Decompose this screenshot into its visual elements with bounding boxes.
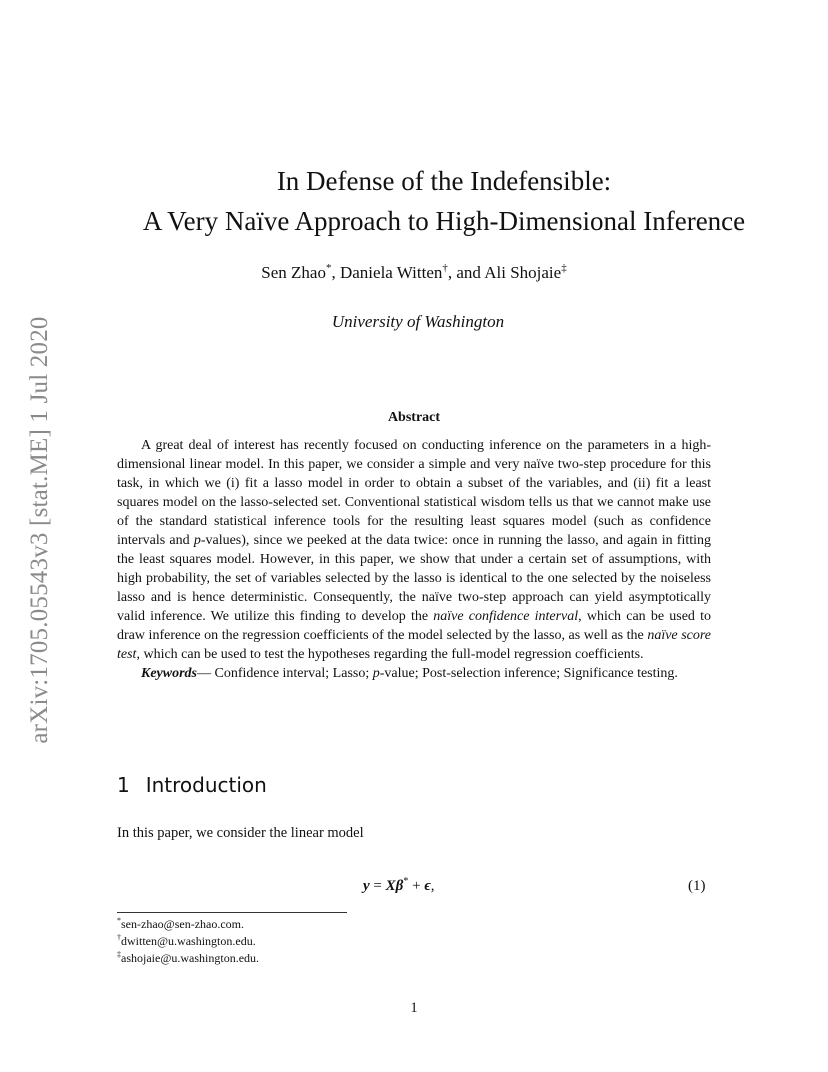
intro-paragraph: In this paper, we consider the linear model — [117, 825, 364, 841]
abstract-heading: Abstract — [387, 410, 441, 425]
footnote-marker: ‡ — [561, 262, 567, 274]
abstract-body — [117, 436, 711, 683]
page-number: 1 — [410, 1000, 418, 1016]
footnote-text: dwitten@u.washington.edu. — [121, 934, 256, 948]
abstract-emphasis: naïve confidence interval — [433, 609, 579, 624]
abstract-paragraph — [117, 436, 711, 664]
author-separator: , and — [447, 263, 485, 282]
equation-linear-model — [363, 878, 435, 895]
equation-operator: = — [369, 878, 386, 894]
author-name: Ali Shojaie — [484, 263, 562, 282]
author-name: Sen Zhao — [261, 263, 326, 282]
equation-superscript: * — [403, 876, 409, 887]
keywords-line — [117, 664, 711, 683]
abstract-emphasis: p — [193, 533, 201, 548]
equation-symbol: ϵ — [424, 878, 431, 894]
equation-symbol: β — [395, 878, 404, 894]
footnote — [117, 950, 259, 967]
abstract-emphasis: naïve score test — [117, 628, 711, 662]
section-heading-introduction — [117, 773, 267, 797]
equation-symbol: y — [363, 878, 370, 894]
footnote-text: ashojaie@u.washington.edu. — [121, 951, 260, 965]
section-title: Introduction — [145, 773, 267, 797]
arxiv-margin-identifier: arXiv:1705.05543v3 [stat.ME] 1 Jul 2020 — [26, 316, 53, 744]
affiliation: University of Washington — [331, 312, 505, 331]
footnote — [117, 916, 259, 933]
footnotes — [117, 916, 259, 967]
keywords-text: -value; Post-selection inference; Significance testing. — [379, 666, 678, 681]
equation-number: (1) — [688, 878, 706, 894]
keywords-emphasis: p — [372, 666, 380, 681]
footnote-marker: † — [117, 933, 121, 942]
author-list — [0, 263, 828, 283]
abstract-text: -values), since we peeked at the data twice: once in running the lasso, and again in fitting the least squares model. However, in this paper, we show that under a certain set of assumptions, with high probability, the set of variables selected by the lasso is identical to the one selected by the noiseless lasso and is hence deterministic. Consequently, the naïve two-step approach can yield asymptotically valid inference. We utilize this finding to develop the — [117, 533, 712, 624]
footnote-divider — [117, 912, 347, 913]
author-separator: , — [331, 263, 340, 282]
equation-operator: + — [408, 878, 425, 894]
footnote-marker: * — [117, 916, 121, 925]
footnote-marker: † — [442, 262, 448, 274]
equation-punctuation: , — [430, 878, 435, 894]
equation-symbol: X — [385, 878, 396, 894]
keywords-label: Keywords — [141, 666, 197, 681]
abstract-text: , which can be used to draw inference on the regression coefficients of the model selected by the lasso, as well as the — [117, 609, 711, 643]
footnote-marker: * — [325, 262, 332, 274]
footnote-marker: ‡ — [117, 950, 121, 959]
section-number: 1 — [117, 773, 130, 797]
keywords-text: — Confidence interval; Lasso; — [197, 666, 373, 681]
paper-title-line-2: A Very Naïve Approach to High-Dimensional Inference — [142, 206, 746, 236]
footnote-text: sen-zhao@sen-zhao.com. — [121, 917, 244, 931]
author-name: Daniela Witten — [339, 263, 443, 282]
footnote — [117, 933, 259, 950]
abstract-text: A great deal of interest has recently focused on conducting inference on the parameters in a high-dimensional linear model. In this paper, we consider a simple and very naïve two-step procedure for this task, in which we (i) fit a lasso model in order to obtain a subset of the variables, and (ii) fit a least squares model on the lasso-selected set. Conventional statistical wisdom tells us that we cannot make use of the standard statistical inference tools for the resulting least squares model (such as confidence intervals and — [117, 438, 711, 548]
abstract-text: , which can be used to test the hypotheses regarding the full-model regression coefficients. — [136, 647, 644, 662]
paper-title-line-1: In Defense of the Indefensible: — [276, 166, 612, 196]
